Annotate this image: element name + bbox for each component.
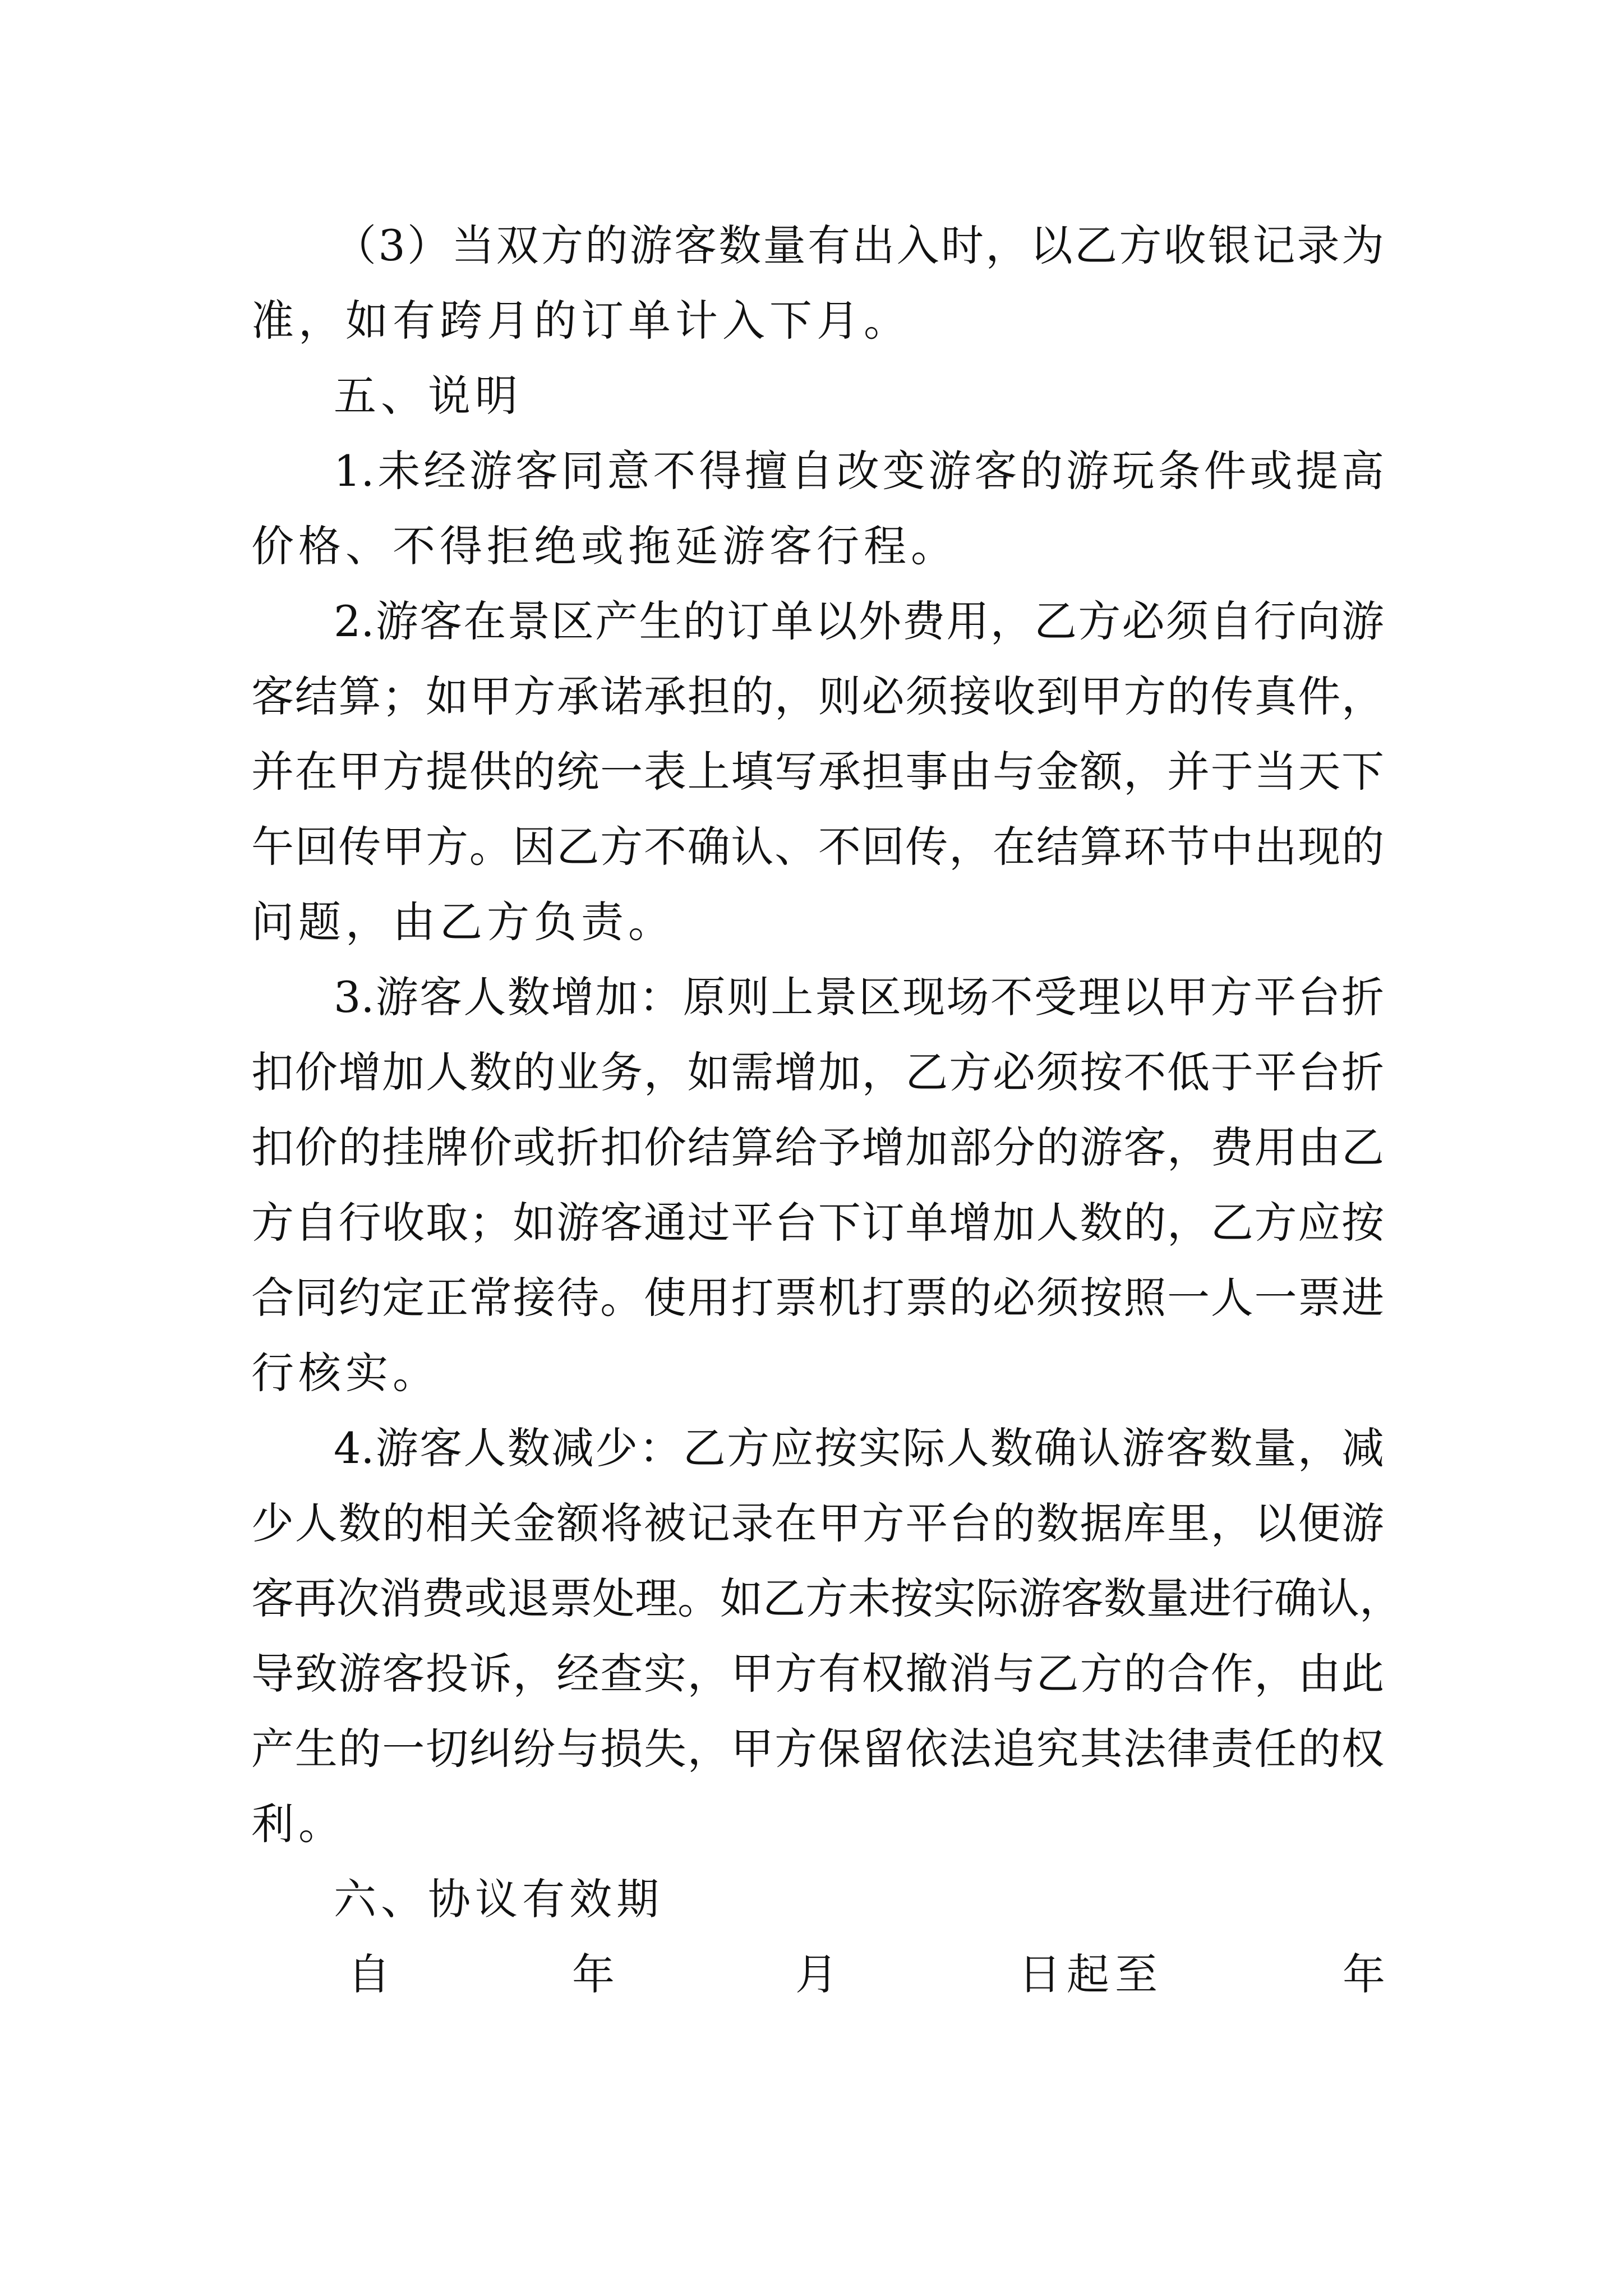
item-3-line-3: 扣价的挂牌价或折扣价结算给予增加部分的游客，费用由乙 bbox=[251, 1122, 1384, 1172]
paragraph-3-line-2: 准，如有跨月的订单计入下月。 bbox=[251, 296, 911, 346]
item-4-line-1: 4.游客人数减少：乙方应按实际人数确认游客数量，减 bbox=[334, 1423, 1384, 1473]
item-3-line-4: 方自行收取；如游客通过平台下订单增加人数的，乙方应按 bbox=[251, 1198, 1384, 1248]
item-3-line-6: 行核实。 bbox=[251, 1348, 440, 1398]
paragraph-3-line-1: （3）当双方的游客数量有出入时，以乙方收银记录为 bbox=[334, 220, 1384, 270]
date-from-label: 自 bbox=[348, 1949, 396, 1999]
item-4-line-3: 客再次消费或退票处理。如乙方未按实际游客数量进行确认， bbox=[251, 1573, 1402, 1623]
item-1-line-2: 价格、不得拒绝或拖延游客行程。 bbox=[251, 521, 958, 571]
date-day-to-label: 日起至 bbox=[1018, 1949, 1163, 1999]
section-heading-5: 五、说明 bbox=[334, 371, 522, 421]
item-2-line-2: 客结算；如甲方承诺承担的，则必须接收到甲方的传真件， bbox=[251, 671, 1384, 721]
item-1-line-1: 1.未经游客同意不得擅自改变游客的游玩条件或提高 bbox=[334, 446, 1384, 496]
date-year-start-label: 年 bbox=[572, 1949, 620, 1999]
item-4-line-4: 导致游客投诉，经查实，甲方有权撤消与乙方的合作，由此 bbox=[251, 1649, 1384, 1699]
item-3-line-1: 3.游客人数增加：原则上景区现场不受理以甲方平台折 bbox=[334, 972, 1384, 1022]
item-4-line-6: 利。 bbox=[251, 1799, 345, 1849]
item-2-line-3: 并在甲方提供的统一表上填写承担事由与金额，并于当天下 bbox=[251, 747, 1384, 797]
item-3-line-2: 扣价增加人数的业务，如需增加，乙方必须按不低于平台折 bbox=[251, 1047, 1384, 1097]
item-2-line-5: 问题，由乙方负责。 bbox=[251, 897, 675, 947]
section-heading-6: 六、协议有效期 bbox=[334, 1874, 663, 1924]
item-3-line-5: 合同约定正常接待。使用打票机打票的必须按照一人一票进 bbox=[251, 1273, 1384, 1323]
date-month-start-label: 月 bbox=[795, 1949, 843, 1999]
item-4-line-5: 产生的一切纠纷与损失，甲方保留依法追究其法律责任的权 bbox=[251, 1724, 1384, 1774]
item-2-line-4: 午回传甲方。因乙方不确认、不回传，在结算环节中出现的 bbox=[251, 822, 1384, 872]
item-4-line-2: 少人数的相关金额将被记录在甲方平台的数据库里，以便游 bbox=[251, 1498, 1384, 1548]
date-year-end-label: 年 bbox=[1343, 1949, 1391, 1999]
item-2-line-1: 2.游客在景区产生的订单以外费用，乙方必须自行向游 bbox=[334, 596, 1384, 646]
agreement-period-line bbox=[251, 1941, 1391, 2008]
